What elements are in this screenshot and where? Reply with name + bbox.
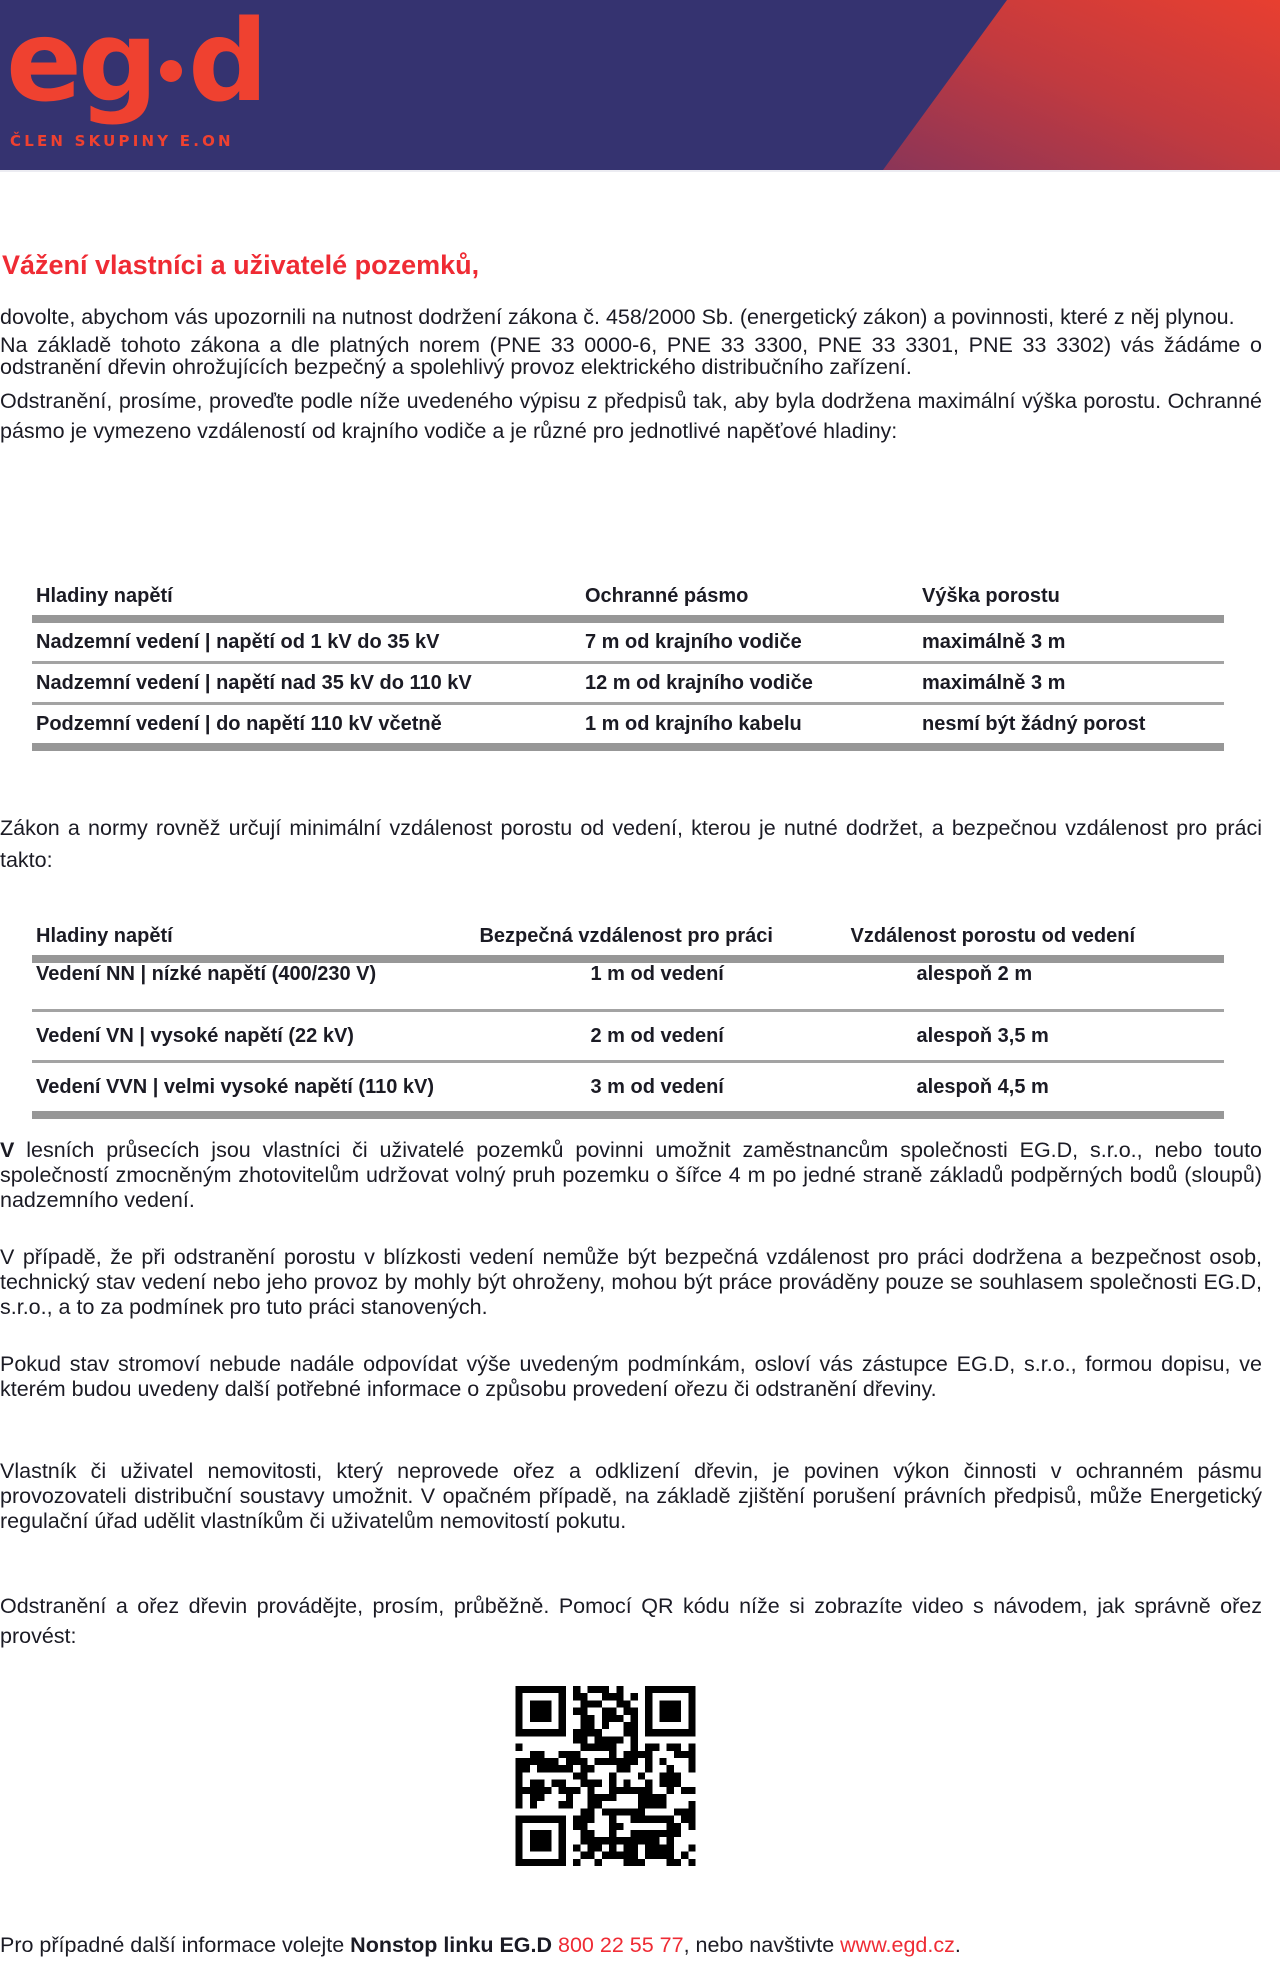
penalty-paragraph: Vlastník či uživatel nemovitosti, který neprovede ořez a odklizení dřevin, je povinen výkon činnosti v ochranném pásmu provozovateli distribuční soustavy umožnit. V opačném případě, na základě zjištění porušení právních předpisů, může Energetický regulační úřad udělit vlastníkům či uživatelům nemovitostí pokutu. [0,1459,1262,1533]
safety-consent-paragraph: V případě, že při odstranění porostu v blízkosti vedení nemůže být bezpečná vzdálenost pro práci dodržena a bezpečnost osob, technický stav vedení nebo jeho provoz by mohly být ohroženy, mohou být práce prováděny pouze se souhlasem společnosti EG.D, s.r.o., a to za podmínek pro tuto práci stanovených. [0,1245,1262,1319]
intro-paragraph-3: Odstranění, prosíme, proveďte podle níže uvedeného výpisu z předpisů tak, aby byla dodržena maximální výška porostu. Ochranné pásmo je vymezeno vzdáleností od krajního vodiče a je různé pro jednotlivé napěťové hladiny: [0,389,1262,443]
table-cell: Vedení VVN | velmi vysoké napětí (110 kV) [32,1062,475,1116]
table-cell: alespoň 4,5 m [847,1062,1224,1116]
hotline-phone-link[interactable]: 800 22 55 77 [558,1933,684,1957]
paragraph-text: lesních průsecích jsou vlastníci či uživatelé pozemků povinni umožnit zaměstnancům společnosti EG.D, s.r.o., nebo touto společností zmocněným zhotovitelům udržovat volný pruh pozemku o šířce 4 m po jedné straně základů podpěrných bodů (sloupů) nadzemního vedení. [0,1138,1262,1212]
table-cell: 3 m od vedení [475,1062,846,1116]
footer-text: . [954,1933,961,1957]
column-header: Výška porostu [922,585,1060,607]
logo-dot [160,60,182,82]
contact-footer [0,1932,961,1958]
footer-text: Pro případné další informace volejte [0,1933,351,1957]
forest-clearing-paragraph [0,1138,1262,1213]
table-cell: Nadzemní vedení | napětí od 1 kV do 35 kV [32,619,581,663]
table-row [32,959,1224,1011]
qr-code-icon[interactable] [514,1686,697,1866]
table-cell: nesmí být žádný porost [918,704,1224,748]
egd-logo [6,0,264,125]
notification-paragraph: Pokud stav stromoví nebude nadále odpovídat výše uvedeným podmínkám, osloví vás zástupce EG.D, s.r.o., formou dopisu, ve kterém budou uvedeny další potřebné informace o způsobu provedení ořezu či odstranění dřeviny. [0,1352,1262,1401]
protection-zone-table [32,585,1224,751]
table-row [32,619,1224,663]
table-cell: maximálně 3 m [918,619,1224,663]
nonstop-line-label: Nonstop linku EG.D [350,1933,553,1957]
letter-intro [0,248,1262,446]
table-cell: Vedení VN | vysoké napětí (22 kV) [32,1011,475,1062]
logo-text-suffix: d [188,0,265,127]
table-row [32,704,1224,748]
table-cell: 1 m od krajního kabelu [581,704,918,748]
intro-paragraph-1: dovolte, abychom vás upozornili na nutnost dodržení zákona č. 458/2000 Sb. (energetický zákon) a povinnosti, které z něj plynou. [0,305,1235,329]
intro-paragraph-2: Na základě tohoto zákona a dle platných norem (PNE 33 0000-6, PNE 33 3300, PNE 33 3301, PNE 33 3302) vás žádáme o odstranění dřevin ohrožujících bezpečný a spolehlivý provoz elektrického distribučního zařízení. [0,333,1262,379]
letter-greeting: Vážení vlastníci a uživatelé pozemků, [2,250,480,280]
table-cell: 7 m od krajního vodiče [581,619,918,663]
website-link[interactable]: www.egd.cz [840,1933,955,1957]
table-cell: alespoň 2 m [847,959,1224,1011]
banner-divider [0,170,1280,172]
table-cell: Vedení NN | nízké napětí (400/230 V) [32,959,475,1011]
table-cell: alespoň 3,5 m [847,1011,1224,1062]
column-header: Hladiny napětí [36,925,173,947]
table-cell: 2 m od vedení [475,1011,846,1062]
table-row [32,1062,1224,1116]
table-row [32,1011,1224,1062]
column-header: Ochranné pásmo [585,585,749,607]
table-cell: 12 m od krajního vodiče [581,663,918,704]
table-header-row [32,585,1224,619]
table-cell: maximálně 3 m [918,663,1224,704]
logo-tagline: ČLEN SKUPINY E.ON [10,132,234,150]
table-header-row [32,925,1224,959]
distance-intro-paragraph: Zákon a normy rovněž určují minimální vzdálenost porostu od vedení, kterou je nutné dodržet, a bezpečnou vzdálenost pro práci takto: [0,816,1262,872]
footer-text: , nebo navštivte [683,1933,841,1957]
table-row [32,663,1224,704]
column-header: Bezpečná vzdálenost pro práci [479,925,773,947]
table-cell: Podzemní vedení | do napětí 110 kV včetně [32,704,581,748]
safe-distance-table [32,925,1224,1119]
logo-text-prefix: eg [6,0,155,127]
column-header: Vzdálenost porostu od vedení [850,925,1136,947]
qr-instruction-paragraph: Odstranění a ořez dřevin provádějte, prosím, průběžně. Pomocí QR kódu níže si zobrazíte video s návodem, jak správně ořez provést: [0,1594,1262,1648]
column-header: Hladiny napětí [36,585,173,607]
paragraph-lead: V [0,1138,15,1162]
header-banner [0,0,1280,170]
table-cell: Nadzemní vedení | napětí nad 35 kV do 110 kV [32,663,581,704]
table-cell: 1 m od vedení [475,959,846,1011]
